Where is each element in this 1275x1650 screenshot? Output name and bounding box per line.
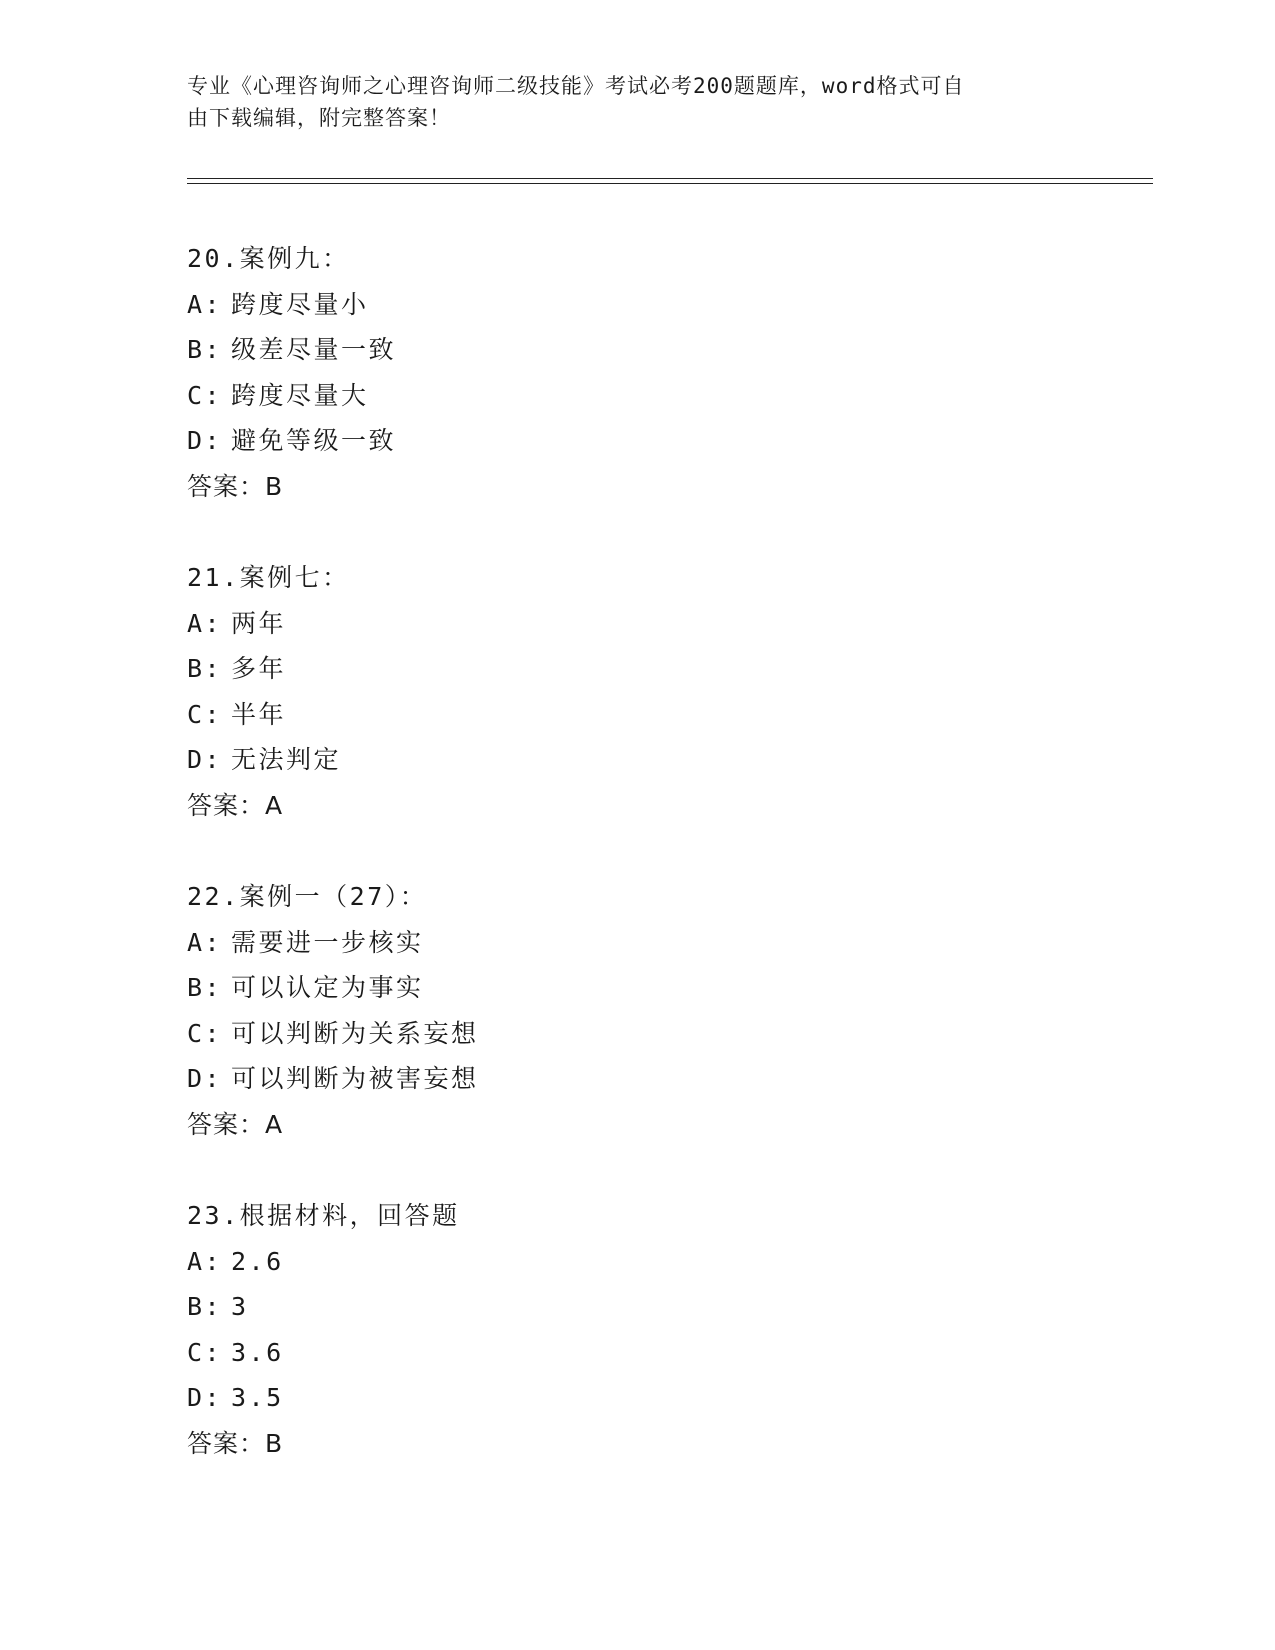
option-text: 半年 [231,699,287,729]
option-key: A: [187,927,223,957]
option-text: 3 [231,1292,249,1321]
option-key: D: [187,426,223,455]
header-divider-top [187,178,1153,179]
option-text: 2.6 [231,1246,284,1276]
question-list [187,236,1147,1512]
option-key: A: [187,1246,223,1276]
option-text: 3.5 [231,1383,284,1412]
option-text: 可以认定为事实 [231,973,424,1002]
option-d [187,737,1147,783]
header-line-1: 专业《心理咨询师之心理咨询师二级技能》考试必考200题题库，word格式可自 [187,74,965,98]
option-c [187,373,1147,419]
header-line-2: 由下载编辑，附完整答案！ [187,106,451,130]
question-title: 21.案例七： [187,563,350,592]
option-key: D: [187,1064,223,1093]
answer-line: 答案：A [187,1109,284,1139]
option-b [187,965,1147,1011]
option-key: C: [187,699,223,729]
option-text: 两年 [231,608,287,638]
option-c [187,692,1147,738]
question-21 [187,555,1147,828]
option-text: 可以判断为被害妄想 [231,1064,479,1093]
option-text: 避免等级一致 [231,426,397,455]
option-key: B: [187,1292,223,1321]
option-key: D: [187,1383,223,1412]
option-c [187,1330,1147,1376]
option-key: A: [187,289,223,319]
option-d [187,1375,1147,1421]
option-a [187,601,1147,647]
header-divider-bottom [187,183,1153,184]
option-key: D: [187,745,223,774]
option-d [187,1056,1147,1102]
option-d [187,418,1147,464]
option-key: B: [187,335,223,364]
option-a [187,920,1147,966]
document-header [187,70,1067,134]
option-text: 跨度尽量小 [231,289,369,319]
option-key: B: [187,973,223,1002]
option-b [187,1284,1147,1330]
option-text: 3.6 [231,1337,284,1367]
question-22 [187,874,1147,1147]
option-key: B: [187,654,223,683]
option-text: 需要进一步核实 [231,927,424,957]
question-23 [187,1193,1147,1466]
option-key: C: [187,1018,223,1048]
option-a [187,1239,1147,1285]
option-key: C: [187,380,223,410]
option-a [187,282,1147,328]
answer-line: 答案：B [187,1428,284,1458]
option-key: C: [187,1337,223,1367]
answer-line: 答案：B [187,471,284,501]
option-c [187,1011,1147,1057]
option-b [187,646,1147,692]
answer-line: 答案：A [187,790,284,820]
option-text: 无法判定 [231,745,342,774]
question-title: 23.根据材料，回答题 [187,1201,460,1230]
question-title: 20.案例九： [187,244,350,273]
question-title: 22.案例一（27）： [187,882,428,911]
option-text: 级差尽量一致 [231,335,397,364]
option-text: 多年 [231,654,287,683]
option-key: A: [187,608,223,638]
option-text: 跨度尽量大 [231,380,369,410]
option-b [187,327,1147,373]
question-20 [187,236,1147,509]
option-text: 可以判断为关系妄想 [231,1018,479,1048]
